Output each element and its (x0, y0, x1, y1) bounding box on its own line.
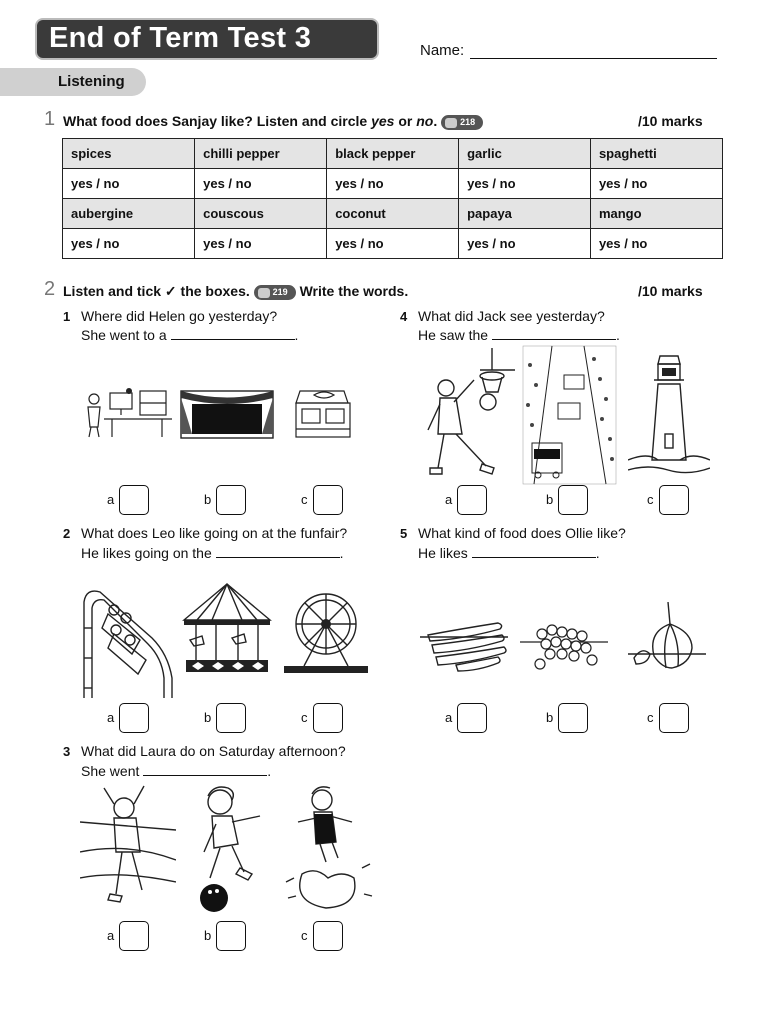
q1-heading (44, 108, 55, 131)
q2-marks: /10 marks (638, 283, 703, 299)
option-label: c (301, 928, 308, 943)
option-label: b (546, 492, 554, 507)
table-row (63, 229, 723, 259)
option-label: c (301, 710, 308, 725)
q1-instruction-text: What food does Sanjay like? Listen and circle (63, 113, 372, 129)
tick-box[interactable] (558, 485, 588, 515)
question-number: 3 (63, 744, 71, 759)
q2-instruction-text-b: Write the words. (299, 283, 409, 299)
tick-box[interactable] (313, 485, 343, 515)
answer-prefix: She went (81, 763, 140, 779)
question-text: What kind of food does Ollie like? (418, 525, 626, 541)
basketball-player-illustration (420, 348, 515, 483)
girl-diving-illustration (282, 782, 374, 917)
yes-no-choice[interactable]: yes / no (327, 169, 459, 199)
audio-track-badge[interactable] (441, 115, 483, 130)
tick-box[interactable] (457, 703, 487, 733)
tick-box[interactable] (119, 921, 149, 951)
answer-blank[interactable] (472, 557, 596, 558)
answer-line (81, 763, 271, 779)
option-label: a (107, 710, 115, 725)
q2-instruction-text: Listen and tick ✓ the boxes. (63, 283, 250, 299)
question-text: What did Laura do on Saturday afternoon? (81, 743, 346, 759)
answer-blank[interactable] (143, 775, 267, 776)
answer-prefix: He saw the (418, 327, 489, 343)
question-text: What did Jack see yesterday? (418, 308, 605, 324)
girl-at-beach-illustration (80, 782, 176, 914)
q2-heading (44, 278, 55, 301)
table-cell: black pepper (327, 139, 459, 169)
yes-no-choice[interactable]: yes / no (195, 169, 327, 199)
audio-track-number: 219 (272, 286, 288, 297)
table-cell: garlic (459, 139, 591, 169)
q1-marks: /10 marks (638, 113, 703, 129)
name-field[interactable] (470, 58, 717, 59)
option-label: b (546, 710, 554, 725)
q1-instruction (63, 113, 483, 130)
section-tab-label: Listening (58, 73, 125, 90)
yes-no-choice[interactable]: yes / no (459, 229, 591, 259)
yes-no-choice[interactable]: yes / no (590, 169, 722, 199)
answer-line (418, 545, 600, 561)
chilli-peppers-illustration (420, 615, 508, 675)
rollercoaster-illustration (80, 578, 176, 698)
answer-prefix: He likes going on the (81, 545, 212, 561)
tick-box[interactable] (313, 703, 343, 733)
tick-box[interactable] (457, 485, 487, 515)
garlic-illustration (628, 602, 706, 674)
q2-number: 2 (44, 278, 56, 300)
table-row (63, 139, 723, 169)
table-cell: papaya (459, 199, 591, 229)
answer-line (418, 327, 620, 343)
title-banner (37, 20, 377, 58)
q1-or-word: or (394, 113, 417, 129)
speaker-icon (258, 288, 270, 298)
table-cell: chilli pepper (195, 139, 327, 169)
aquarium-shop-illustration (292, 385, 354, 440)
street-parade-illustration (522, 345, 617, 485)
tick-box[interactable] (659, 485, 689, 515)
table-cell: aubergine (63, 199, 195, 229)
q1-yes-word: yes (371, 113, 395, 129)
answer-line (81, 545, 344, 561)
option-label: b (204, 492, 212, 507)
answer-suffix: . (595, 545, 600, 561)
yes-no-choice[interactable]: yes / no (63, 169, 195, 199)
table-cell: mango (590, 199, 722, 229)
tick-box[interactable] (313, 921, 343, 951)
option-label: c (301, 492, 308, 507)
question-number: 4 (400, 309, 408, 324)
tick-box[interactable] (659, 703, 689, 733)
answer-blank[interactable] (492, 339, 616, 340)
yes-no-choice[interactable]: yes / no (459, 169, 591, 199)
question-number: 5 (400, 526, 408, 541)
question-number: 2 (63, 526, 71, 541)
tick-box[interactable] (119, 703, 149, 733)
lighthouse-illustration (628, 352, 710, 482)
table-row (63, 199, 723, 229)
yes-no-choice[interactable]: yes / no (63, 229, 195, 259)
option-label: c (647, 710, 654, 725)
name-label: Name: (420, 42, 465, 59)
answer-prefix: He likes (418, 545, 468, 561)
option-label: b (204, 710, 212, 725)
answer-suffix: . (615, 327, 620, 343)
answer-suffix: . (339, 545, 344, 561)
question-text: What does Leo like going on at the funfair? (81, 525, 348, 541)
ferris-wheel-illustration (282, 590, 370, 674)
audio-track-badge[interactable] (254, 285, 296, 300)
tick-box[interactable] (216, 703, 246, 733)
q1-no-word: no (416, 113, 434, 129)
option-label: c (647, 492, 654, 507)
q1-period: . (433, 113, 438, 129)
answer-line (81, 327, 298, 343)
theatre-stage-illustration (180, 390, 274, 440)
table-cell: spices (63, 139, 195, 169)
page-title: End of Term Test 3 (49, 22, 312, 54)
speaker-icon (445, 118, 457, 128)
office-scene-illustration (82, 385, 174, 440)
answer-suffix: . (267, 763, 272, 779)
yes-no-choice[interactable]: yes / no (327, 229, 459, 259)
section-tab-listening (0, 68, 146, 96)
answer-blank[interactable] (216, 557, 340, 558)
option-label: a (445, 710, 453, 725)
question-text: Where did Helen go yesterday? (81, 308, 278, 324)
question-number: 1 (63, 309, 71, 324)
answer-prefix: She went to a (81, 327, 167, 343)
answer-suffix: . (294, 327, 299, 343)
option-label: a (445, 492, 453, 507)
tick-box[interactable] (216, 485, 246, 515)
yes-no-choice[interactable]: yes / no (195, 229, 327, 259)
answer-blank[interactable] (171, 339, 295, 340)
q2-instruction (63, 283, 408, 300)
table-cell: spaghetti (590, 139, 722, 169)
tick-box[interactable] (119, 485, 149, 515)
carousel-illustration (182, 582, 272, 674)
black-pepper-illustration (520, 612, 608, 674)
table-cell: coconut (327, 199, 459, 229)
table-row (63, 169, 723, 199)
tick-box[interactable] (558, 703, 588, 733)
option-label: a (107, 492, 115, 507)
audio-track-number: 218 (460, 116, 476, 127)
girl-bowling-illustration (190, 782, 270, 914)
yes-no-choice[interactable]: yes / no (590, 229, 722, 259)
option-label: b (204, 928, 212, 943)
option-label: a (107, 928, 115, 943)
tick-box[interactable] (216, 921, 246, 951)
food-table (62, 138, 723, 259)
q1-number: 1 (44, 108, 56, 130)
table-cell: couscous (195, 199, 327, 229)
